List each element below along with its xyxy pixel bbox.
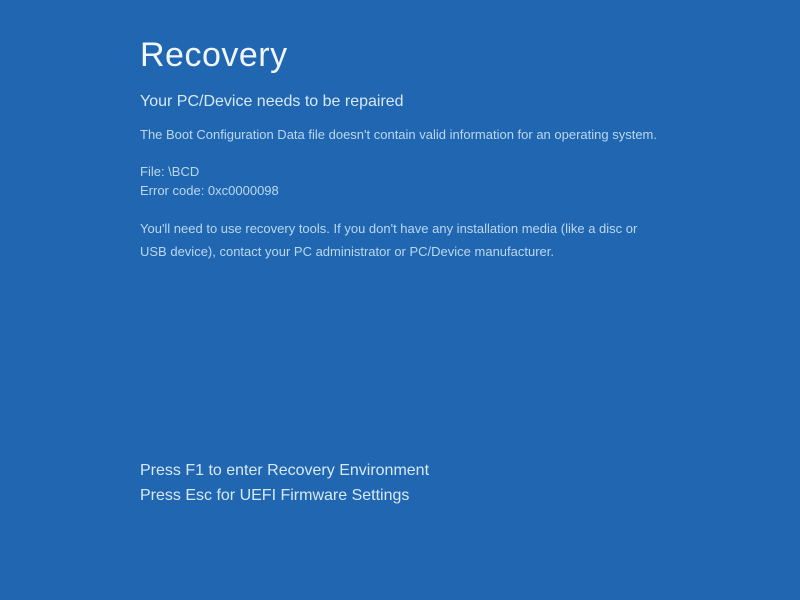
error-details bbox=[140, 162, 279, 200]
file-path-label: File: \BCD bbox=[140, 164, 200, 179]
repair-needed-heading: Your PC/Device needs to be repaired bbox=[140, 93, 404, 110]
page-title: Recovery bbox=[140, 36, 288, 74]
error-description: The Boot Configuration Data file doesn't contain valid information for an operating system. bbox=[140, 127, 657, 142]
press-esc-option: Press Esc for UEFI Firmware Settings bbox=[140, 487, 410, 504]
recovery-instructions: You'll need to use recovery tools. If you don't have any installation media (like a disc or USB device), contact your PC administrator or PC/Device manufacturer. bbox=[140, 221, 638, 259]
press-f1-option: Press F1 to enter Recovery Environment bbox=[140, 462, 430, 479]
error-code-label: Error code: 0xc0000098 bbox=[140, 183, 279, 198]
keyboard-options bbox=[140, 458, 429, 508]
